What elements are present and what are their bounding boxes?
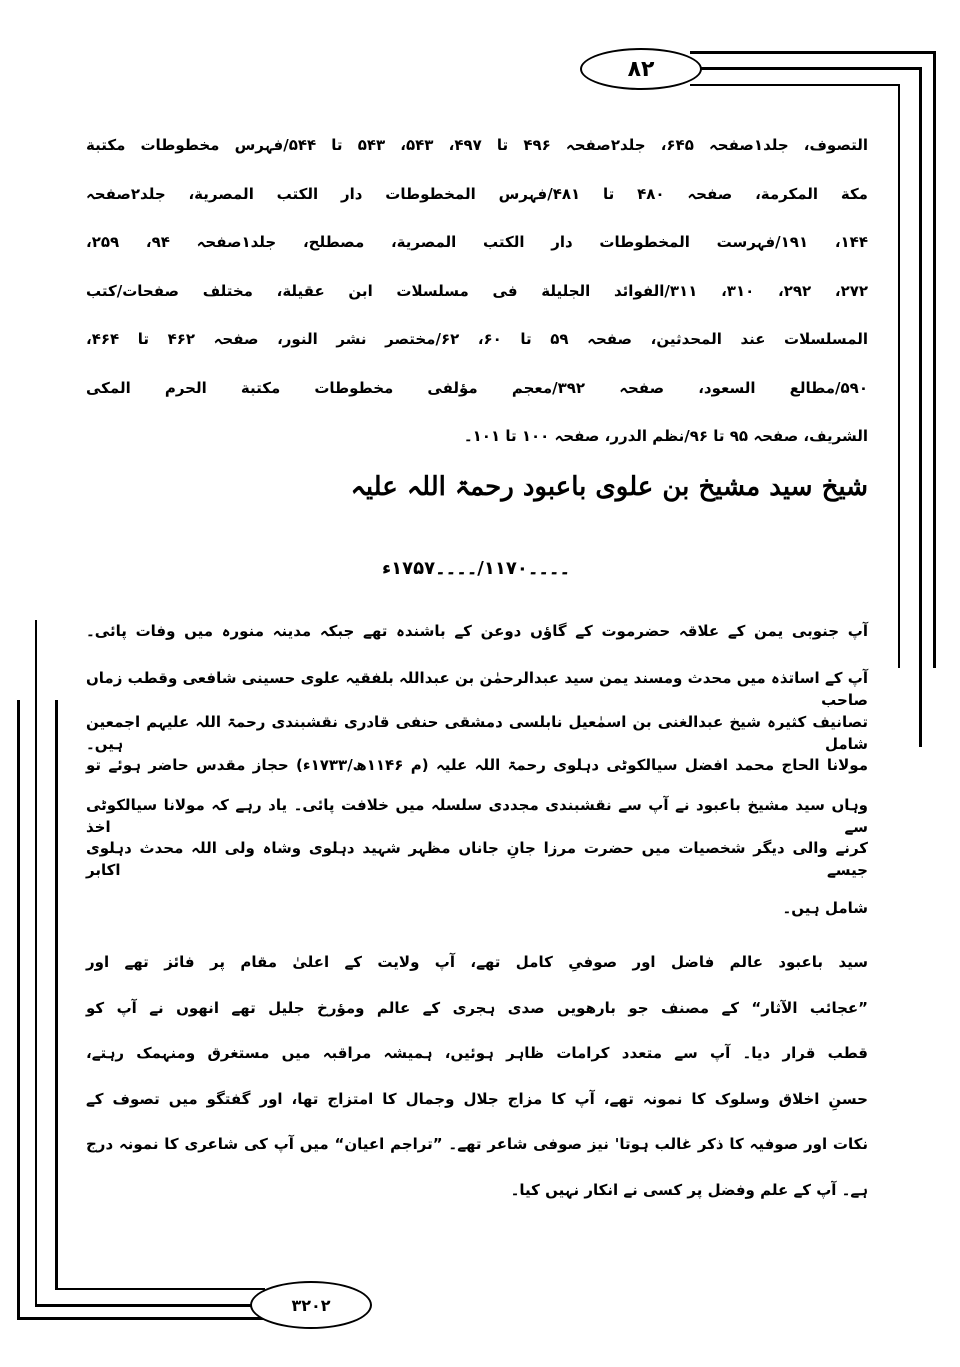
header-page-number: ۸۲ xyxy=(627,56,655,82)
frame-line xyxy=(35,620,37,1306)
page-number-header xyxy=(580,48,702,90)
paragraph-line: ہے۔ آپ کے علم وفضل پر کسی نے انکار نہیں کیا۔ xyxy=(510,1181,868,1199)
reference-line: ۱۴۴، ۱۹۱/فہرست المخطوطات دار الکتب المصریة، مصطلح، جلد۱صفحہ ۹۴، ۲۵۹، xyxy=(86,233,868,251)
frame-line xyxy=(55,1288,265,1290)
paragraph-line: وہاں سید مشیخ باعبود نے آپ سے نقشبندی مجددی سلسلہ میں خلافت پائی۔ یاد رہے کہ مولانا سیالکوٹی سے اخذ xyxy=(86,796,868,836)
paragraph-line: آپ جنوبی یمن کے علاقہ حضرموت کے گاؤں دوعن کے باشندہ تھے جبکہ مدینہ منورہ میں وفات پائی۔ xyxy=(86,622,868,640)
paragraph-line: نکات اور صوفیہ کا ذکر غالب ہوتا' نیز صوفی شاعر تھے۔ ”تراجم اعیان“ میں آپ کی شاعری کا نمونہ درج xyxy=(86,1135,868,1153)
footer-page-number: ۳۲۰۲ xyxy=(291,1295,331,1315)
frame-line xyxy=(700,67,921,70)
reference-line: التصوف، جلد۱صفحہ ۶۴۵، جلد۲صفحہ ۴۹۶ تا ۴۹۷، ۵۴۳، ۵۴۳ تا ۵۴۴/فہرس مخطوطات مکتبة xyxy=(86,136,868,154)
frame-line xyxy=(55,700,58,1290)
reference-line: الشریف، صفحہ ۹۵ تا ۹۶/نظم الدرر، صفحہ ۱۰۰ تا ۱۰۱۔ xyxy=(463,427,868,445)
paragraph-line: کرنے والی دیگر شخصیات میں حضرت مرزا جانِ جاناں مظہر شہید دہلوی وشاہ ولی اللہ محدث دہلوی جیسے اکابر xyxy=(86,839,868,879)
paragraph-line: تصانیف کثیرہ شیخ عبدالغنی بن اسمٰعیل نابلسی دمشقی حنفی قادری نقشبندی رحمۃ اللہ علیہم اجمعین شامل ہیں۔ xyxy=(86,713,868,753)
paragraph-line: ”عجائب الآثار“ کے مصنف جو بارھویں صدی ہجری کے عالم ومؤرخ جلیل تھے انھوں نے آپ کو xyxy=(86,999,868,1017)
reference-line: ۵۹۰/مطالع السعود، صفحہ ۳۹۲/معجم مؤلفی مخطوطات مکتبة الحرم المکی xyxy=(86,379,868,397)
frame-line xyxy=(933,51,936,668)
paragraph-line: آپ کے اساتذہ میں محدث ومسند یمن سید عبدالرحمٰن بن عبداللہ بلفقیہ علوی حسینی شافعی وقطب زماں صاحب xyxy=(86,669,868,709)
paragraph-line: حسنِ اخلاق وسلوک کا نمونہ تھے، آپ کا مزاج جلال وجمال کا امتزاج تھا، اور گفتگو میں تصوف کے xyxy=(86,1090,868,1108)
reference-line: المسلسلات عند المحدثین، صفحہ ۵۹ تا ۶۰، ۶۲/مختصر نشر النور، صفحہ ۴۶۲ تا ۴۶۴، xyxy=(86,330,869,348)
frame-line xyxy=(919,67,922,747)
frame-line xyxy=(17,700,20,1319)
frame-line xyxy=(898,84,900,668)
section-title: شیخ سید مشیخ بن علوی باعبود رحمۃ اللہ علیہ xyxy=(350,472,868,502)
frame-line xyxy=(690,84,900,86)
section-dates: ۔۔۔۔۱۱۷۰/۔۔۔۔۱۷۵۷ء xyxy=(381,558,570,579)
reference-line: مکة المکرمة، صفحہ ۴۸۰ تا ۴۸۱/فہرس المخطوطات دار الکتب المصریة، جلد۲صفحہ xyxy=(86,185,868,203)
paragraph-line: سید باعبود عالم فاضل اور صوفیِ کامل تھے، آپ ولایت کے اعلیٰ مقام پر فائز تھے اور xyxy=(86,953,868,971)
frame-line xyxy=(690,51,935,54)
paragraph-line: مولانا الحاج محمد افضل سیالکوٹی دہلوی رحمۃ اللہ علیہ (م ۱۱۴۶ھ/۱۷۳۳ء) حجاز مقدس حاضر ہوئے تو xyxy=(86,756,868,774)
paragraph-line: شامل ہیں۔ xyxy=(782,899,868,917)
page-number-footer xyxy=(250,1281,372,1329)
paragraph-line: قطب قرار دیا۔ آپ سے متعدد کرامات ظاہر ہوئیں، ہمیشہ مراقبہ میں مستغرق ومنہمک رہتے، xyxy=(86,1044,868,1062)
frame-line xyxy=(17,1317,267,1320)
frame-line xyxy=(35,1304,265,1307)
reference-line: ۲۷۲، ۲۹۲، ۳۱۰، ۳۱۱/الفوائد الجلیلة فی مسلسلات ابن عقیلة، مختلف صفحات/کتب xyxy=(86,282,869,300)
